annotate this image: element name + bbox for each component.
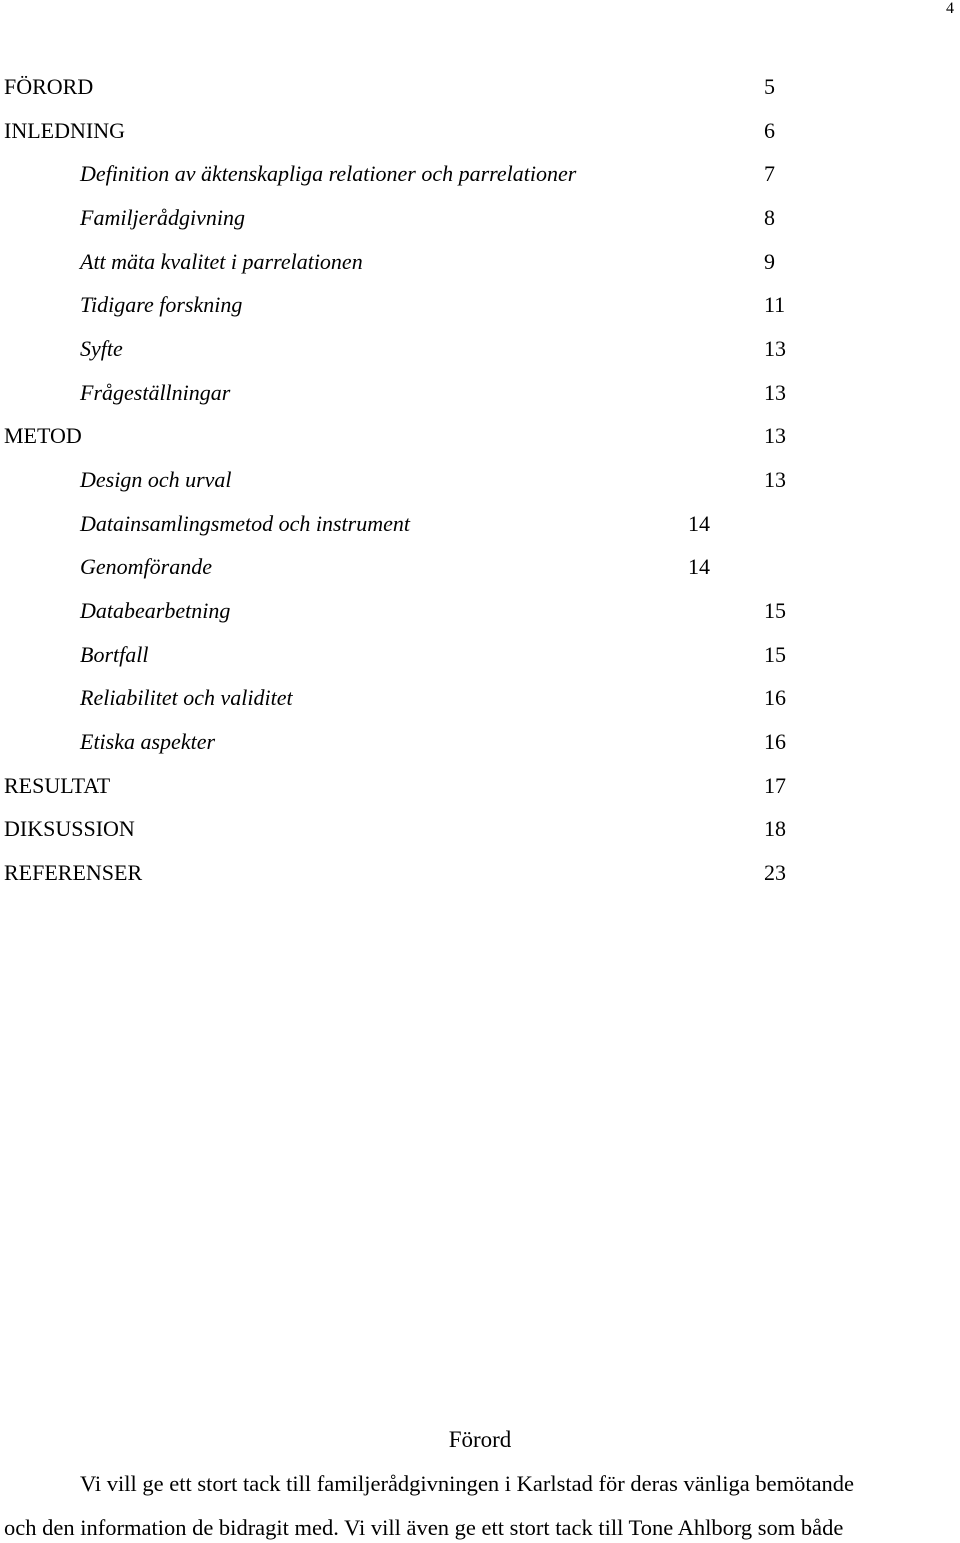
toc-entry-datainsamlingsmetod: [0, 510, 960, 538]
toc-entry-page: 15: [764, 598, 786, 623]
toc-entry-label: Datainsamlingsmetod och instrument: [80, 511, 410, 536]
toc-entry-familjeradgivning: [0, 204, 960, 232]
toc-entry-label: REFERENSER: [4, 860, 143, 885]
toc-entry-forord: [0, 73, 960, 101]
toc-entry-label: Etiska aspekter: [80, 729, 216, 754]
page-number: 4: [946, 0, 954, 17]
toc-entry-page: 13: [764, 336, 786, 361]
toc-entry-label: Reliabilitet och validitet: [80, 685, 293, 710]
toc-entry-metod: [0, 422, 960, 450]
toc-entry-etiska-aspekter: [0, 728, 960, 756]
toc-entry-label: RESULTAT: [4, 773, 111, 798]
toc-entry-label: DIKSUSSION: [4, 816, 135, 841]
toc-entry-att-mata: [0, 248, 960, 276]
toc-entry-label: Frågeställningar: [80, 380, 231, 405]
toc-entry-page: 13: [764, 467, 786, 492]
toc-entry-label: Bortfall: [80, 642, 149, 667]
toc-entry-label: Design och urval: [80, 467, 232, 492]
foreword-heading: Förord: [448, 1427, 512, 1452]
toc-entry-page: 13: [764, 380, 786, 405]
toc-entry-fragestallningar: [0, 379, 960, 407]
toc-entry-syfte: [0, 335, 960, 363]
toc-entry-label: Databearbetning: [80, 598, 231, 623]
toc-entry-databearbetning: [0, 597, 960, 625]
toc-entry-tidigare-forskning: [0, 291, 960, 319]
toc-entry-label: FÖRORD: [4, 74, 94, 99]
toc-entry-genomforande: [0, 553, 960, 581]
toc-entry-definition: [0, 160, 960, 188]
toc-entry-resultat: [0, 772, 960, 800]
toc-entry-bortfall: [0, 641, 960, 669]
toc-entry-page: 8: [764, 205, 775, 230]
toc-entry-label: Familjerådgivning: [80, 205, 245, 230]
toc-entry-page: 18: [764, 816, 786, 841]
toc-entry-label: Att mäta kvalitet i parrelationen: [80, 249, 363, 274]
toc-entry-inledning: [0, 117, 960, 145]
toc-entry-page: 15: [764, 642, 786, 667]
toc-entry-page: 16: [764, 685, 786, 710]
toc-entry-page: 6: [764, 118, 775, 143]
toc-entry-page: 7: [764, 161, 775, 186]
toc-entry-design-och-urval: [0, 466, 960, 494]
toc-entry-page: 11: [764, 292, 786, 317]
toc-entry-diksussion: [0, 815, 960, 843]
toc-entry-page: 13: [764, 423, 786, 448]
toc-entry-page: 17: [764, 773, 786, 798]
toc-entry-page: 23: [764, 860, 786, 885]
toc-entry-page: 5: [764, 74, 775, 99]
toc-entry-referenser: [0, 859, 960, 887]
toc-entry-label: Definition av äktenskapliga relationer och parrelationer: [80, 161, 577, 186]
toc-entry-label: INLEDNING: [4, 118, 125, 143]
toc-entry-label: Syfte: [80, 336, 123, 361]
toc-entry-page: 14: [688, 511, 710, 536]
toc-entry-label: Tidigare forskning: [80, 292, 243, 317]
toc-entry-page: 14: [688, 554, 710, 579]
toc-entry-label: Genomförande: [80, 554, 212, 579]
toc-entry-page: 16: [764, 729, 786, 754]
toc-entry-page: 9: [764, 249, 775, 274]
toc-entry-reliabilitet: [0, 684, 960, 712]
toc-entry-label: METOD: [4, 423, 82, 448]
foreword-line-2: och den information de bidragit med. Vi vill även ge ett stort tack till Tone Ahlborg som både: [4, 1515, 844, 1540]
foreword-line-1: Vi vill ge ett stort tack till familjerådgivningen i Karlstad för deras vänliga bemötande: [80, 1471, 855, 1496]
